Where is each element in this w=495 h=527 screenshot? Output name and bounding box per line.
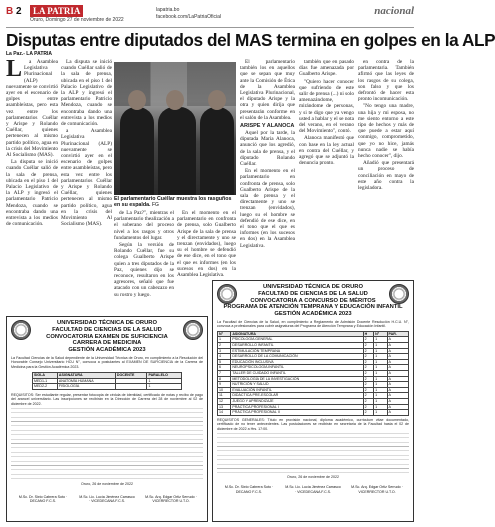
faculty-seal — [389, 284, 409, 304]
photo-caption: El parlamentario Cuéllar muestra los rasguños en su espalda. FG — [114, 196, 232, 208]
article-paragraph: Añadió que presentará un proceso de conciliación en mayo de este año contra la legisladora. — [358, 160, 414, 192]
issue-date: Oruro, Domingo 27 de noviembre de 2022 — [30, 17, 124, 23]
subjects-table: N° ASIGNATURA H N° PAR. 1 PSICOLOGÍA GENERAL 2 1 A 2 DESARROLLO INFANTIL 2 1 A 3 ESTIMULACIÓN TEMPRANA 2 1 A 4 DESARROLLO DE LA COMUNICACIÓN 2 1 A 5 EDUCACIÓN INCLUSIVA 2 1 A 6 NEUROPSICOLOGÍA INFANTIL 2 1 A 7 TALLER DE CUIDADO INFANTIL 2 1 A 8 METODOLOGÍA DE LA INVESTIGACIÓN 2 1 A 9 NUTRICIÓN Y SALUD 2 1 A 10 EVALUACIÓN INFANTIL 2 1 A 11 DIDÁCTICA PRE-ESCOLAR 2 1 A 12 JUEGO Y APRENDIZAJE 2 1 A 13 PRÁCTICA PROFESIONAL I 2 1 A 14 PRÁCTICA PROFESIONAL II 2 1 A — [217, 331, 409, 416]
header-contact: lapatria.bo facebook.com/LaPatriaOficial — [156, 7, 222, 20]
article-paragraph: "Quiero hacer conocer que sufriendo de este salir de prensa (...) ni solo amenazándome, mirándome de personas, y si te digo que ya vengo usted a hablar y el se nota del verano, en el verano del Movimiento", contó. — [299, 78, 355, 135]
ad-title: UNIVERSIDAD TÉCNICA DE ORURO FACULTAD DE CIENCIAS DE LA SALUD CONVOCATORIA A CONCURSO DE MÉRITOS PROGRAMA DE ATENCIÓN TEMPRANA Y EDUCACIÓN INFANTIL GESTIÓN ACADÉMICA 2023 — [223, 284, 403, 318]
page-header — [6, 4, 414, 28]
ad-intro: La Facultad Ciencias de la Salud dependiente de la Universidad Técnica de Oruro, en cumplimiento a la Resolución del Honorable Consejo Universitario HCU N°, convoca a postulantes al EXAMEN DE SUFICIENCIA de la Carrera de Medicina para la Gestión Académica 2023. — [11, 355, 203, 369]
article-column-4 — [240, 59, 295, 276]
article-subheading: ARISPE Y ALANOCA — [240, 123, 295, 130]
article-paragraph: Aquel por la tarde, la diputada Maria Alanoca, anunció que los agredió, de la sala de prensa, y el diputado Rolando Cuéllar. — [240, 130, 295, 168]
page-number: B 2 — [6, 6, 22, 17]
ad-date: Oruro, 26 de noviembre de 2022 — [287, 474, 339, 479]
article-paragraph: Según la versión de Rolando Cuéllar, fue su colega Gualberto Arispe quien a tres diputados de la Paz, quienes dijo se reconoce, resultaron en los agresores, señaló que fue atacado con un cabezazo en su rostro y luego. — [114, 242, 174, 298]
table-row: 13 PRÁCTICA PROFESIONAL I 2 1 A — [218, 404, 409, 410]
article-byline: La Paz.- LA PATRIA — [6, 51, 53, 57]
photo-person — [158, 107, 196, 195]
photo-person — [200, 107, 234, 195]
university-seal — [11, 320, 31, 340]
drop-cap: L — [6, 56, 23, 82]
table-row: 6 NEUROPSICOLOGÍA INFANTIL 2 1 A — [218, 365, 409, 371]
masthead-logo: LA PATRIA — [30, 5, 83, 17]
table-row: 8 METODOLOGÍA DE LA INVESTIGACIÓN 2 1 A — [218, 376, 409, 382]
subjects-table: SIGLA ASIGNATURA DOCENTE PARALELO MED1-1 ANATOMÍA HUMANA 1 MED2-2 FISIOLOGÍA 1 — [32, 372, 182, 390]
article-paragraph: El parlamentario también los en aquellos que se sepan que muy ante la Comisión de Ética de la Asamblea Legislativa Plurinacional, el diputado Arispe y la otra y quien dirija que presentarán conforme en el salón de la Asamblea. — [240, 59, 295, 121]
table-row: 1 PSICOLOGÍA GENERAL 2 1 A — [218, 337, 409, 343]
article-paragraph: en contra de la parlamentaria. También afirmó que las leyes de los rasgos de su colega, son falso y que los defrontó de hacer esta pronto incomunicación. — [358, 59, 414, 103]
ad-signatures: M.Sc. Dr. Sixto Cabrera Soto · DECANO F.C.S. M.Sc. Lic. Lucía Jiménez Carrasco · VICEDECANA F.C.S. M.Sc. Arq. Edgar Ortiz Serrudo · VICERRECTOR U.T.O. — [18, 494, 197, 503]
table-row: 10 EVALUACIÓN INFANTIL 2 1 A — [218, 387, 409, 393]
article-column-2b — [114, 210, 174, 298]
table-row: 2 DESARROLLO INFANTIL 2 1 A — [218, 342, 409, 348]
article-paragraph: La disputa se inició cuando Cuéllar salió de la sala de prensa, ubicada en el piso 1 del Palacio Legislativo de la ALP y ingresó el parlamentario Patricio Mendoza, cuando se encontraba dando una entrevista a los medios de comunicación. — [61, 59, 112, 128]
table-row: MED2-2 FISIOLOGÍA 1 — [33, 384, 182, 390]
table-row: 5 EDUCACIÓN INCLUSIVA 2 1 A — [218, 359, 409, 365]
article-paragraph: "No tengo una madre, una hija y mi esposa, no me siento entorno a este tipo de hechos y más de que puede a estar aquí conmigo, comprometido, que yo no hice, jamás nunca nadie se había hecho conocer", dijo. — [358, 103, 414, 160]
convocatoria-meritos — [212, 280, 414, 522]
ad-requisites: REQUISITOS GENERALES: Título en provisión nacional, diploma académico, curriculum vitae documentado, certificado de no tener antecedentes. Las postulaciones se recibirán en secretaría de la Facultad hasta el 02 de diciembre de 2022 a Hrs. 17:00. — [217, 417, 409, 431]
article-column-3 — [177, 210, 236, 279]
table-row: 3 ESTIMULACIÓN TEMPRANA 2 1 A — [218, 348, 409, 354]
article-column-1 — [6, 56, 58, 276]
table-row: 9 NUTRICIÓN Y SALUD 2 1 A — [218, 382, 409, 388]
table-row: 7 TALLER DE CUIDADO INFANTIL 2 1 A — [218, 370, 409, 376]
ad-fine-print — [11, 408, 203, 480]
photo-person — [120, 107, 154, 195]
convocatoria-suficiencia — [6, 316, 208, 522]
article-paragraph: a Asamblea Legislativa Plurinacional (ALP) nuevamente se convirtió ayer en el escenario de golpes entre asambleístas, pero esta vez entre los parlamentarios Cuéllar y Arispe y Rolando Cuéllar, quienes pertenecen al mismo partido político, agua en la crisis del Movimiento Al Socialismo (MAS). — [61, 128, 112, 228]
article-paragraph: En el momento en el parlamentario en confronta de prensa, solo Gualberto Arispe de la sala de prensa y el directamente y uno se trenzan (envidados), luego su el hombre se defendió de ese dice, en el tono que el que es informes (en los sucesos en dos) en la Asamblea Legislativa. — [240, 168, 295, 249]
ad-requisites: REQUISITOS: Ser estudiante regular, presentar fotocopia de cédula de identidad, certificado de notas y recibo de pago del arancel universitario. Las inscripciones se recibirán en la Dirección de Carrera del 28 de noviembre al 02 de diciembre de 2022. — [11, 392, 203, 406]
article-paragraph: a Asamblea Legislativa Plurinacional (ALP) nuevamente se convirtió ayer en el escenario de golpes entre asambleístas, pero esta vez entre los parlamentarios Cuéllar y Arispe y Rolando Cuéllar, quienes pertenecen al mismo partido político, agua en la crisis del Movimiento Al Socialismo (MAS). — [6, 59, 58, 159]
article-paragraph: Alanoca manifestó que con base en la ley actual en contra del Cuéllar, y agregó que se adjuntó la denuncia pronto. — [299, 135, 354, 167]
ad-date: Oruro, 26 de noviembre de 2022 — [81, 482, 133, 487]
university-seal — [217, 284, 237, 304]
section-name: nacional — [374, 5, 414, 17]
article-paragraph: La disputa se inició cuando Cuéllar salió de la sala de prensa, ubicada en el piso 1 del Palacio Legislativo de la ALP y ingresó el parlamentario Patricio Mendoza, cuando se encontraba dando una entrevista a los medios de comunicación. — [6, 159, 58, 228]
faculty-seal — [183, 320, 203, 340]
article-paragraph: de La Paz?", mientras el parlamentario thealización a el soberano del proceso nivel a los rasgos y otros fundamentos del lugar. — [114, 210, 174, 241]
article-paragraph: también que en pasado días fue amenazada por Gualberto Arispe. — [299, 59, 354, 78]
ad-title: UNIVERSIDAD TÉCNICA DE ORURO FACULTAD DE CIENCIAS DE LA SALUD CONVOCATORIA EXAMEN DE SUFICIENCIA CARRERA DE MEDICINA GESTIÓN ACADÉMICA 2023 — [46, 320, 168, 354]
table-row: MED1-1 ANATOMÍA HUMANA 1 — [33, 378, 182, 384]
ad-intro: La Facultad de Ciencias de la Salud, en cumplimiento a Reglamento de Admisión Docente Resolución H.C.U. N°, convoca a profesionales para cubrir asignaturas del Programa de Atención Temprana y Educación Infantil. — [217, 319, 409, 329]
ad-fine-print — [217, 433, 409, 473]
article-photo — [114, 62, 236, 195]
table-row: 14 PRÁCTICA PROFESIONAL II 2 1 A — [218, 410, 409, 416]
article-headline: Disputas entre diputados del MAS termina en golpes en la ALP — [6, 30, 495, 50]
table-row: 4 DESARROLLO DE LA COMUNICACIÓN 2 1 A — [218, 354, 409, 360]
article-paragraph: En el momento en el parlamentario en confronta de prensa, solo Gualberto Arispe de la sala de prensa y el directamente y uno se trenzan (envidados), luego su el hombre se defendió de ese dice, en el tono que el que es informes (en los sucesos en dos) en la Asamblea Legislativa. — [177, 210, 236, 279]
ad-signatures: M.Sc. Dr. Sixto Cabrera Soto · DECANO F.C.S. M.Sc. Lic. Lucía Jiménez Carrasco · VICEDECANA F.C.S. M.Sc. Arq. Edgar Ortiz Serrudo · VICERRECTOR U.T.O. — [224, 485, 403, 494]
article-column-5 — [299, 59, 354, 276]
article-column-2 — [61, 59, 112, 276]
table-row: 12 JUEGO Y APRENDIZAJE 2 1 A — [218, 398, 409, 404]
table-row: 11 DIDÁCTICA PRE-ESCOLAR 2 1 A — [218, 393, 409, 399]
article-column-6 — [358, 59, 414, 276]
